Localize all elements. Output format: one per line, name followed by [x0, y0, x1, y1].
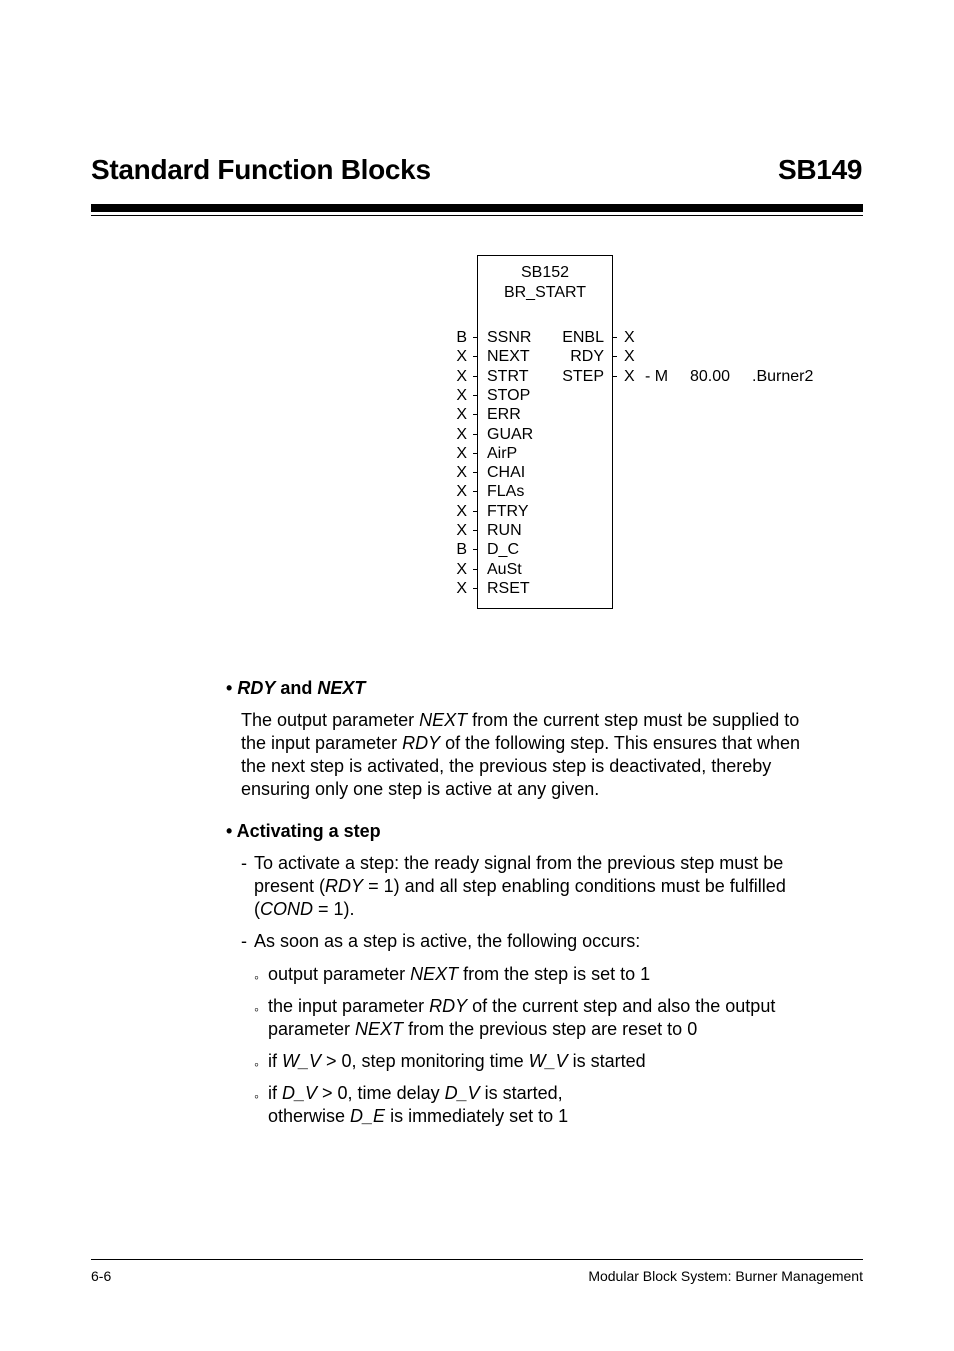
circle-bullet: ◦ [254, 969, 259, 985]
function-block-name: SB152 [520, 264, 570, 281]
activation-effects-text: As soon as a step is active, the following occurs: [254, 931, 641, 951]
output-type: X [624, 367, 635, 385]
paragraph-line: ensuring only one step is active at any given. [241, 779, 600, 799]
input-type: X [456, 522, 467, 539]
input-type: B [456, 541, 467, 559]
input-pin-strt: STRT [487, 367, 529, 385]
paragraph-line: the input parameter RDY of the following step. This ensures that when [241, 733, 801, 753]
input-type: X [456, 367, 467, 385]
circle-bullet: ◦ [254, 1056, 259, 1072]
header-rule-thick [91, 204, 863, 212]
input-pin-err: ERR [487, 406, 521, 424]
circle-bullet: ◦ [254, 1088, 259, 1104]
footer-title: Modular Block System: Burner Management [588, 1268, 863, 1284]
paragraph-line: The output parameter NEXT from the current step must be supplied to [241, 710, 800, 730]
input-pin-aust: AuSt [487, 560, 522, 578]
input-type: X [456, 502, 467, 520]
input-type: X [456, 579, 467, 597]
input-type: X [456, 483, 467, 501]
output-pin-step: STEP [562, 367, 604, 385]
rdy-next-paragraph [241, 709, 861, 801]
input-pin-airp: AirP [487, 444, 518, 462]
input-pin-next: NEXT [487, 348, 530, 366]
input-pin-run: RUN [487, 522, 522, 539]
page-title: Standard Function Blocks [91, 154, 431, 185]
input-type: X [456, 406, 467, 424]
output-type: X [624, 348, 635, 366]
input-type: X [456, 386, 467, 404]
dash-marker: - [241, 853, 247, 873]
step-label: .Burner2 [752, 368, 814, 385]
section-activating-heading: • Activating a step [226, 821, 381, 841]
output-type: X [624, 329, 635, 346]
input-type: X [456, 348, 467, 366]
input-type: X [456, 425, 467, 443]
input-pin-chai: CHAI [487, 464, 526, 482]
output-pin-enbl: ENBL [562, 329, 604, 346]
footer-rule [91, 1259, 863, 1260]
input-type: X [456, 464, 467, 482]
input-pin-ssnr: SSNR [487, 329, 532, 346]
input-type: B [456, 329, 467, 346]
input-pin-rset: RSET [487, 579, 530, 597]
function-block-type: BR_START [503, 284, 587, 301]
paragraph-line: the next step is activated, the previous step is deactivated, thereby [241, 756, 772, 776]
section-rdy-next-heading: • RDY and NEXT [226, 678, 366, 698]
input-pin-flas: FLAs [487, 483, 525, 501]
dash-marker: - [241, 931, 247, 951]
block-code: SB149 [778, 154, 863, 185]
activation-condition-text: To activate a step: the ready signal from the previous step must be present (RDY = 1) and all step enabling conditions must be fulfilled (COND = 1). [254, 853, 786, 919]
step-marker: - M [645, 368, 669, 385]
input-type: X [456, 444, 467, 462]
input-pin-d_c: D_C [487, 541, 520, 559]
circle-bullet: ◦ [254, 1001, 259, 1017]
page-number: 6-6 [91, 1268, 112, 1284]
output-pin-rdy: RDY [570, 348, 604, 366]
input-pin-ftry: FTRY [487, 502, 529, 520]
header-rule-thin [91, 215, 863, 216]
step-value: 80.00 [690, 368, 731, 385]
input-pin-stop: STOP [487, 386, 531, 404]
input-pin-guar: GUAR [487, 425, 534, 443]
input-type: X [456, 560, 467, 578]
